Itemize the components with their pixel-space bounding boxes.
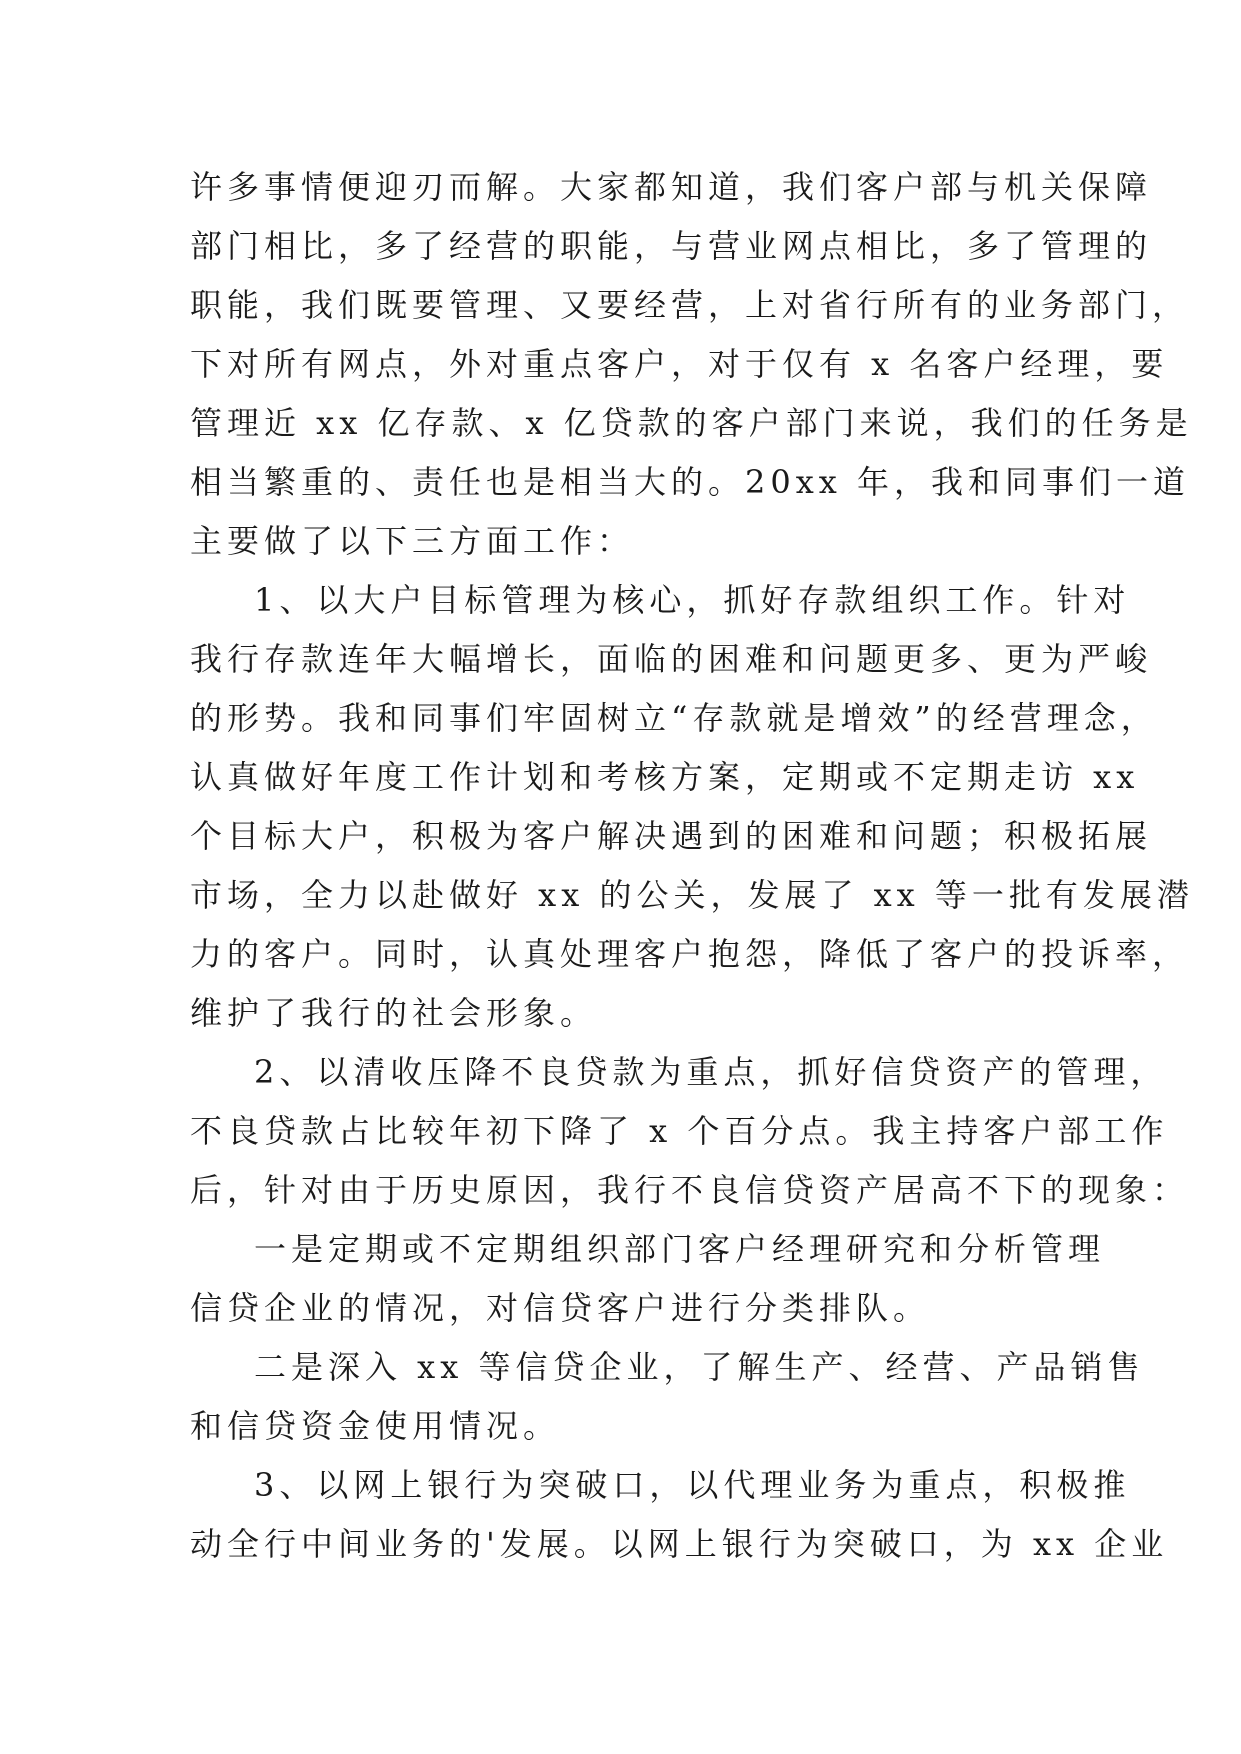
document-body	[190, 158, 1194, 1574]
text-line: 后，针对由于历史原因，我行不良信贷资产居高不下的现象：	[190, 1171, 1190, 1209]
text-line: 相当繁重的、责任也是相当大的。20xx 年，我和同事们一道	[190, 463, 1190, 501]
paragraph-2-start: 2、以清收压降不良贷款为重点，抓好信贷资产的管理，	[254, 1053, 1168, 1091]
text-line: 管理近 xx 亿存款、x 亿贷款的客户部门来说，我们的任务是	[190, 404, 1193, 442]
text-line: 信贷企业的情况，对信贷客户进行分类排队。	[190, 1289, 931, 1327]
text-line: 职能，我们既要管理、又要经营，上对省行所有的业务部门，	[190, 286, 1190, 324]
text-line: 下对所有网点，外对重点客户，对于仅有 x 名客户经理，要	[190, 345, 1169, 383]
text-line: 和信贷资金使用情况。	[190, 1407, 561, 1445]
text-line: 主要做了以下三方面工作：	[190, 522, 635, 560]
text-line: 部门相比，多了经营的职能，与营业网点相比，多了管理的	[190, 227, 1153, 265]
paragraph-1-start: 1、以大户目标管理为核心，抓好存款组织工作。针对	[254, 581, 1131, 619]
sub-item-2-start: 二是深入 xx 等信贷企业，了解生产、经营、产品销售	[254, 1348, 1145, 1386]
text-line: 个目标大户，积极为客户解决遇到的困难和问题；积极拓展	[190, 817, 1153, 855]
text-line: 市场，全力以赴做好 xx 的公关，发展了 xx 等一批有发展潜	[190, 876, 1194, 914]
text-line: 认真做好年度工作计划和考核方案，定期或不定期走访 xx	[190, 758, 1140, 796]
text-line: 我行存款连年大幅增长，面临的困难和问题更多、更为严峻	[190, 640, 1153, 678]
text-line: 维护了我行的社会形象。	[190, 994, 598, 1032]
text-line: 的形势。我和同事们牢固树立“存款就是增效”的经营理念，	[190, 699, 1158, 737]
paragraph-3-start: 3、以网上银行为突破口，以代理业务为重点，积极推	[254, 1466, 1131, 1504]
text-line: 不良贷款占比较年初下降了 x 个百分点。我主持客户部工作	[190, 1112, 1169, 1150]
sub-item-1-start: 一是定期或不定期组织部门客户经理研究和分析管理	[254, 1230, 1106, 1268]
text-line: 力的客户。同时，认真处理客户抱怨，降低了客户的投诉率，	[190, 935, 1190, 973]
text-line: 许多事情便迎刃而解。大家都知道，我们客户部与机关保障	[190, 168, 1153, 206]
text-line: 动全行中间业务的'发展。以网上银行为突破口，为 xx 企业	[190, 1525, 1169, 1563]
